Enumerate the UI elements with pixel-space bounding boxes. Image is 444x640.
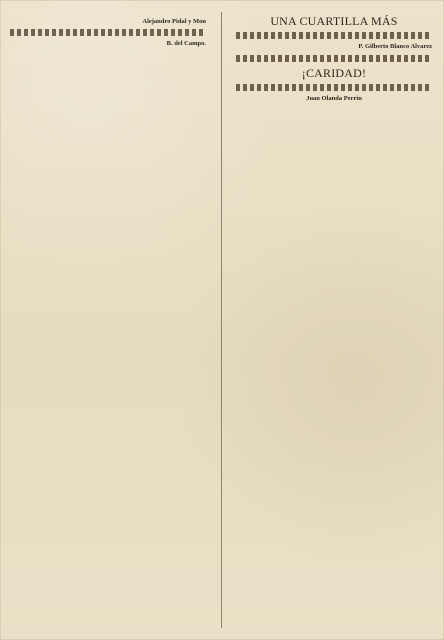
right-divider-ornament [236,55,432,62]
right-heading-1: UNA CUARTILLA MÁS [270,14,398,28]
right-signature-1: P. Gilberto Blanco Alvarez [358,43,432,51]
left-column [10,14,206,624]
left-signature-2: B. del Campo. [166,40,206,48]
left-divider-ornament [10,29,206,36]
column-divider [221,12,222,628]
right-title-rule-1 [236,32,432,39]
right-column [236,14,432,624]
left-signature-1: Alejandro Pidal y Mon [142,18,206,25]
right-signature-2: Juan Olanda Perrin [306,94,362,102]
right-title-rule-2 [236,84,432,91]
right-heading-2: ¡CARIDAD! [301,65,367,80]
